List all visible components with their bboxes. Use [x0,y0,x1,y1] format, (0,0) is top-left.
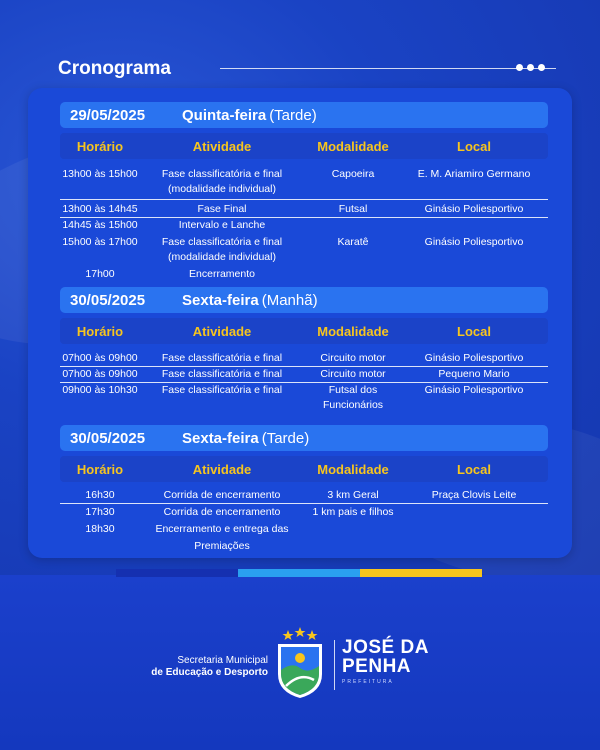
schedule-section [60,425,548,558]
cell-atividade: Intervalo e Lanche [178,219,266,231]
municipal-crest-icon [272,624,328,700]
column-header-atividade: Atividade [192,462,252,477]
section-period: (Manhã) [261,291,318,309]
column-header-row [60,456,548,482]
cell-modalidade: Circuito motor [320,368,386,380]
row-divider [60,503,548,504]
brand-logo [342,638,429,685]
column-header-modalidade: Modalidade [317,462,389,477]
cell-horario: 07h00 às 09h00 [62,368,138,380]
cell-local: E. M. Ariamiro Germano [417,168,531,180]
column-header-row [60,133,548,159]
more-dots-icon[interactable] [516,64,545,71]
brand-line1: JOSÉ DA [342,637,429,658]
column-header-atividade: Atividade [192,324,252,339]
date-bar [60,287,548,313]
cell-local: Praça Clovis Leite [431,489,517,501]
section-period: (Tarde) [269,106,317,124]
column-header-local: Local [457,324,491,339]
cell-modalidade: 3 km Geral [327,489,379,501]
date-bar [60,425,548,451]
column-header-modalidade: Modalidade [317,324,389,339]
cell-horario: 17h00 [85,268,115,280]
section-date: 30/05/2025 [70,291,146,309]
cell-modalidade: Circuito motor [320,352,386,364]
cell-atividade-line2: Premiações [194,540,250,552]
cell-atividade: Fase Final [197,203,247,215]
column-header-local: Local [457,139,491,154]
cell-horario: 13h00 às 14h45 [62,203,138,215]
cell-modalidade: Futsal [338,203,368,215]
cell-horario: 13h00 às 15h00 [62,168,138,180]
cell-modalidade: Capoeira [331,168,375,180]
cell-atividade-line2: (modalidade individual) [168,183,276,195]
cell-horario: 15h00 às 17h00 [62,236,138,248]
brand-line2: PENHA [342,656,412,677]
cell-atividade: Encerramento e entrega das [155,523,289,535]
cell-modalidade: Futsal dos [328,384,378,396]
footer-divider [334,640,335,690]
cell-local: Pequeno Mario [438,368,510,380]
cell-horario: 16h30 [85,489,115,501]
cell-atividade: Corrida de encerramento [163,506,281,518]
header-divider [220,68,556,69]
column-header-row [60,318,548,344]
row-divider [60,199,548,200]
cell-local: Ginásio Poliesportivo [424,384,524,396]
color-strip-light [238,569,360,577]
page-header [58,56,558,84]
cell-atividade: Fase classificatória e final [161,236,283,248]
cell-local: Ginásio Poliesportivo [424,352,524,364]
secretaria-line2: de Educação e Desporto [151,667,268,678]
schedule-section [60,287,548,411]
cell-atividade: Encerramento [189,268,255,280]
section-period: (Tarde) [261,429,310,447]
cell-horario: 14h45 às 15h00 [62,219,138,231]
schedule-section [60,102,548,287]
column-header-local: Local [457,462,491,477]
page-title: Cronograma [58,58,171,79]
cell-horario: 17h30 [85,506,115,518]
section-day: Sexta-feira [182,291,259,309]
cell-horario: 09h00 às 10h30 [62,384,138,396]
cell-modalidade: 1 km pais e filhos [312,506,394,518]
column-header-horario: Horário [76,462,124,477]
cell-local: Ginásio Poliesportivo [424,203,524,215]
cell-atividade-line2: (modalidade individual) [168,251,276,263]
cell-atividade: Fase classificatória e final [161,168,283,180]
cell-modalidade: Karatê [337,236,369,248]
column-header-horario: Horário [76,139,124,154]
cell-atividade: Fase classificatória e final [161,384,283,396]
cell-atividade: Fase classificatória e final [161,368,283,380]
cell-horario: 07h00 às 09h00 [62,352,138,364]
section-day: Sexta-feira [182,429,259,447]
secretaria-line1: Secretaria Municipal [177,655,268,666]
secretaria-label [128,655,268,679]
cell-modalidade-line2: Funcionários [322,399,384,411]
color-strip-yellow [360,569,482,577]
brand-sub: PREFEITURA [342,679,394,685]
section-date: 30/05/2025 [70,429,146,447]
column-header-horario: Horário [76,324,124,339]
column-header-modalidade: Modalidade [317,139,389,154]
section-day: Quinta-feira [182,106,267,124]
cell-atividade: Corrida de encerramento [163,489,281,501]
section-date: 29/05/2025 [70,106,146,124]
cell-local: Ginásio Poliesportivo [424,236,524,248]
color-strip-dark [116,569,238,577]
cell-atividade: Fase classificatória e final [161,352,283,364]
cell-horario: 18h30 [85,523,115,535]
column-header-atividade: Atividade [192,139,252,154]
date-bar [60,102,548,128]
